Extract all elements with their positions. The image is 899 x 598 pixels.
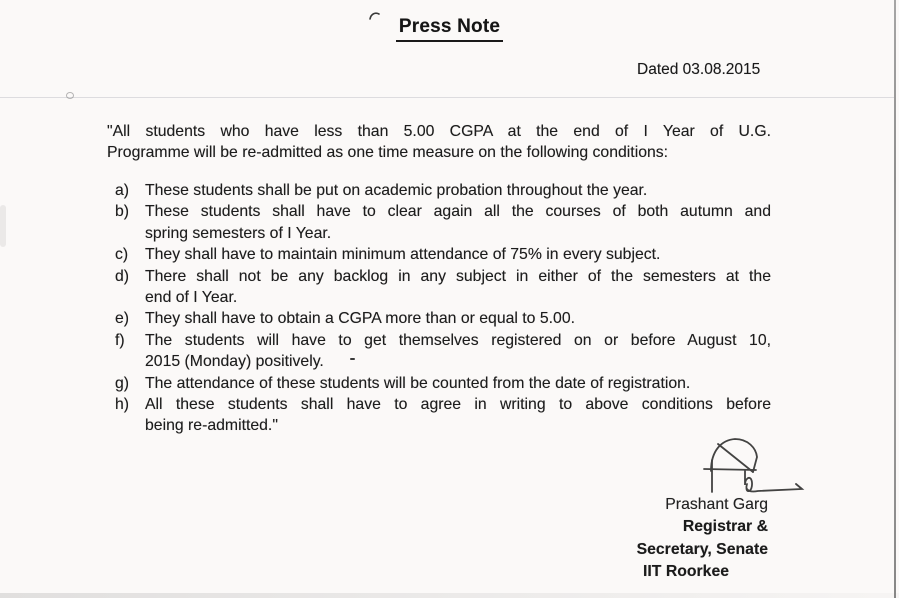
condition-marker: g) [115, 374, 130, 392]
condition-item [107, 180, 771, 201]
condition-text [145, 373, 771, 394]
condition-marker: e) [115, 310, 130, 328]
text-line: The attendance of these students will be counted from the date of registration. [145, 374, 691, 392]
text-line: end of I Year. [145, 289, 238, 307]
title-row [0, 15, 899, 42]
condition-marker: f) [115, 331, 125, 349]
scan-edge-line [894, 0, 896, 598]
signature-titles [628, 516, 770, 583]
conditions-list [107, 180, 771, 437]
condition-text [145, 180, 771, 201]
condition-item [107, 308, 771, 329]
text-line: All these students shall have to agree in writing to above conditions before [145, 396, 771, 414]
intro-paragraph [107, 121, 771, 164]
condition-marker: b) [115, 203, 130, 221]
scan-fold-line [0, 97, 894, 98]
text-line: "All students who have less than 5.00 CGPA at the end of I Year of U.G. [107, 123, 771, 140]
page-title: Press Note [396, 15, 503, 42]
condition-item [107, 394, 771, 437]
signature-title-line: Registrar & [682, 518, 768, 536]
text-line: There shall not be any backlog in any subject in either of the semesters at the [145, 267, 771, 285]
condition-marker: h) [115, 396, 130, 414]
condition-item [107, 201, 771, 244]
signature-title-line: Secretary, Senate [636, 540, 768, 558]
condition-marker: d) [115, 267, 130, 285]
condition-item [107, 244, 771, 265]
text-line: being re-admitted." [145, 417, 278, 435]
text-line: They shall have to obtain a CGPA more than or equal to 5.00. [145, 310, 575, 328]
signatory-name: Prashant Garg [665, 496, 768, 513]
condition-marker: c) [115, 246, 129, 264]
text-line: These students shall have to clear again all the courses of both autumn and [145, 203, 771, 221]
condition-item [107, 373, 771, 394]
condition-text [145, 201, 771, 244]
scan-smudge [0, 205, 6, 247]
condition-text [145, 330, 771, 373]
condition-text [145, 244, 771, 265]
text-line: The students will have to get themselves registered on or before August 10, [145, 331, 771, 349]
condition-marker: a) [115, 182, 130, 199]
condition-text [145, 394, 771, 437]
condition-text [145, 266, 771, 309]
signature-block [628, 494, 770, 584]
text-line: These students shall be put on academic probation throughout the year. [145, 182, 648, 199]
date-line: Dated 03.08.2015 [637, 61, 761, 78]
signature-title-line: IIT Roorkee [643, 563, 730, 581]
condition-text [145, 308, 771, 329]
text-line: 2015 (Monday) positively. [145, 353, 324, 371]
text-line: They shall have to maintain minimum attendance of 75% in every subject. [145, 246, 661, 264]
text-line: spring semesters of I Year. [145, 224, 332, 242]
condition-item [107, 330, 771, 373]
scan-bottom-shadow [0, 593, 899, 598]
condition-item [107, 266, 771, 309]
scan-speckle [66, 92, 74, 99]
text-line: Programme will be re-admitted as one time measure on the following conditions: [107, 144, 669, 162]
